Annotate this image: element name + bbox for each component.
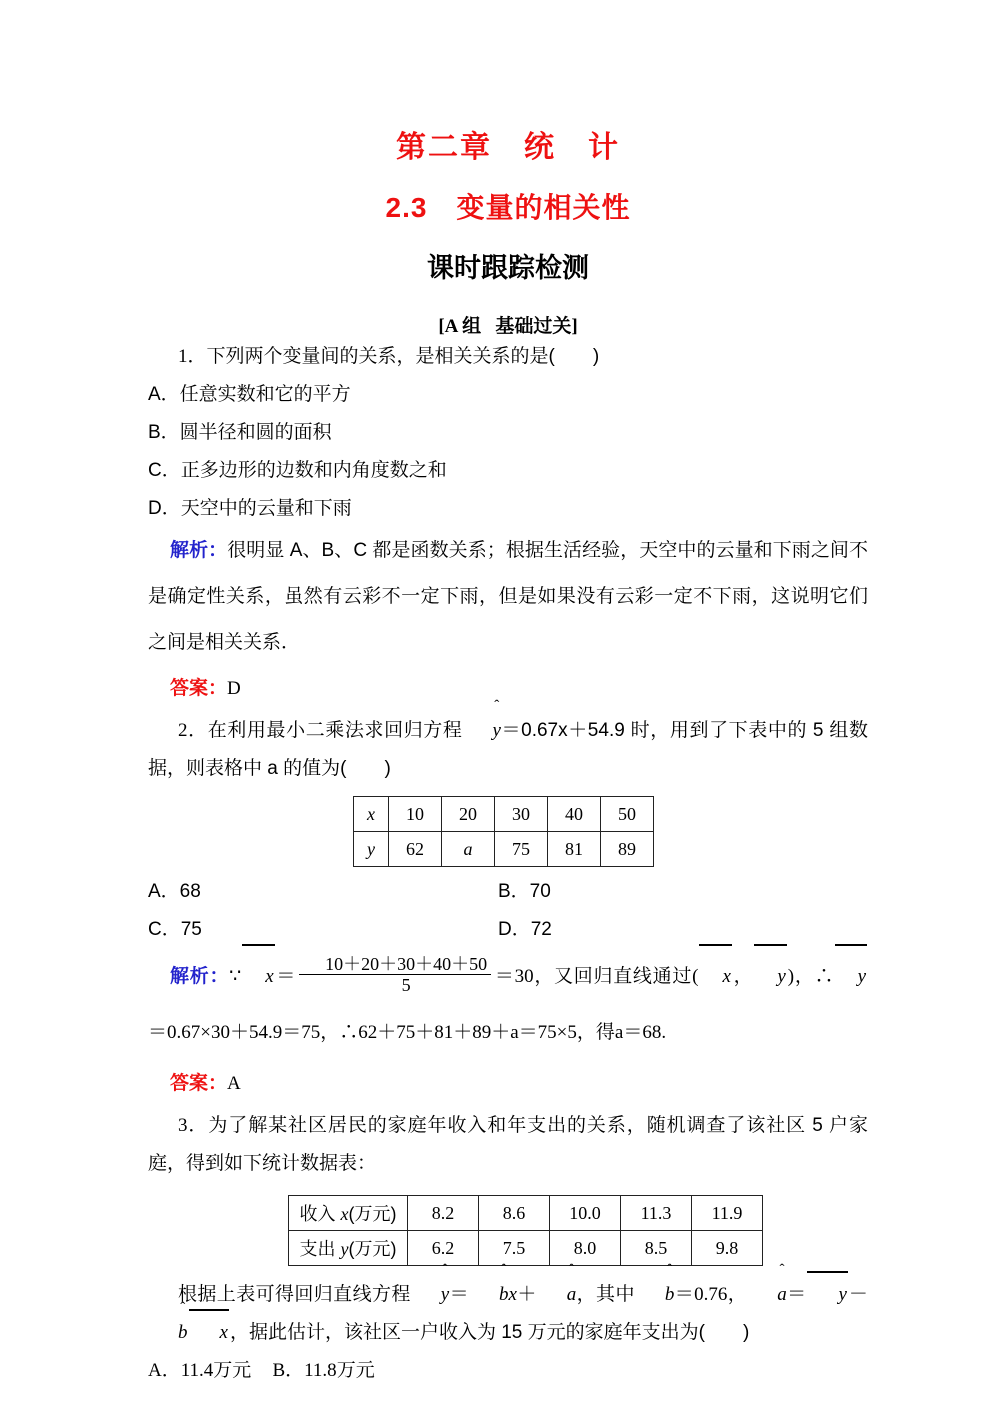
regression-tail: ，据此估计，该社区一户收入为 15 万元的家庭年支出为( ) xyxy=(229,1322,750,1343)
equals-1: ＝ xyxy=(275,966,297,987)
question-2-text-part1: 在利用最小二乘法求回归方程 xyxy=(207,720,463,741)
question-2-table-wrap xyxy=(148,788,868,873)
table-cell: 89 xyxy=(601,832,654,867)
expense-var: y xyxy=(340,1239,349,1259)
table-cell: 8.6 xyxy=(479,1196,550,1231)
table-cell: 6.2 xyxy=(408,1231,479,1266)
question-3-option-b-letter: B xyxy=(272,1360,286,1381)
x-variable: x xyxy=(508,1284,517,1305)
expense-unit: (万元) xyxy=(348,1239,397,1259)
table-cell: 50 xyxy=(601,797,654,832)
x-bar-symbol: x xyxy=(241,949,275,1005)
y-hat-symbol: ˆ y xyxy=(463,712,501,750)
question-3-option-a-value: 11.4 xyxy=(180,1360,214,1381)
table-cell: 10 xyxy=(389,797,442,832)
equals-4: ＝0.67×30＋54.9＝75， xyxy=(148,1022,340,1043)
equals-2-text: ＝30，又回归直线通过( xyxy=(494,966,699,987)
close-paren: )， xyxy=(787,966,815,987)
b-value: ＝0.76， xyxy=(674,1284,748,1305)
therefore-symbol-2: ∴ xyxy=(339,1022,359,1043)
question-2-table xyxy=(353,796,654,867)
question-3-table xyxy=(288,1195,763,1266)
table-row-header-income xyxy=(289,1196,408,1231)
b-hat-symbol-3: ˆ b xyxy=(148,1314,188,1352)
table-cell: 7.5 xyxy=(479,1231,550,1266)
solution-label: 解析： xyxy=(170,540,228,561)
table-cell: 8.2 xyxy=(408,1196,479,1231)
table-cell: 40 xyxy=(548,797,601,832)
table-cell: 62 xyxy=(389,832,442,867)
table-cell: 8.0 xyxy=(550,1231,621,1266)
question-3-options xyxy=(148,1352,868,1390)
table-cell: 10.0 xyxy=(550,1196,621,1231)
b-hat-symbol-2: ˆ b xyxy=(635,1276,675,1314)
a-hat-symbol: ˆ a xyxy=(537,1276,577,1314)
equals-5: 62＋75＋81＋89＋a＝75×5， xyxy=(358,1022,596,1043)
a-equals: ＝ xyxy=(786,1284,807,1305)
question-2-text-part2: ＝0.67x＋54.9 时，用到了下表中的 5 组数据，则表格中 a 的值为( ) xyxy=(148,720,868,779)
group-bracket-close: ] xyxy=(571,316,578,337)
chapter-title: 第二章 统 计 xyxy=(396,131,620,164)
table-cell: 20 xyxy=(442,797,495,832)
because-symbol: ∵ xyxy=(229,966,242,987)
question-1-option-a: A．任意实数和它的平方 xyxy=(148,384,351,405)
group-bracket-open: [ xyxy=(438,316,445,337)
equals-sign: ＝ xyxy=(449,1284,470,1305)
y-hat-symbol: ˆ y xyxy=(411,1276,449,1314)
table-row xyxy=(289,1196,763,1231)
equals-6: a＝68. xyxy=(614,1022,667,1043)
table-cell: 8.5 xyxy=(621,1231,692,1266)
x-bar-symbol-2: x xyxy=(698,949,732,1005)
y-bar-symbol: y xyxy=(806,1276,848,1314)
question-3-option-b-sep: ． xyxy=(285,1360,305,1381)
answer-label: 答案： xyxy=(170,1073,228,1094)
a-hat-symbol-2: ˆ a xyxy=(747,1276,787,1314)
question-3-regression-text xyxy=(148,1276,868,1352)
question-3-number: 3． xyxy=(178,1115,209,1136)
question-2-option-d: D．72 xyxy=(498,919,552,940)
section-title: 2.3 变量的相关性 xyxy=(385,192,631,223)
regression-mid: ，其中 xyxy=(576,1284,635,1305)
question-2-solution xyxy=(148,949,868,1061)
b-hat-symbol: ˆ b xyxy=(469,1276,509,1314)
question-1-text: 下列两个变量间的关系，是相关关系的是( ) xyxy=(206,346,600,367)
table-cell: 11.3 xyxy=(621,1196,692,1231)
income-unit: (万元) xyxy=(348,1204,397,1224)
income-var: x xyxy=(340,1204,349,1224)
question-1-option-b: B．圆半径和圆的面积 xyxy=(148,422,332,443)
question-1-option-d: D．天空中的云量和下雨 xyxy=(148,498,352,519)
table-row xyxy=(289,1231,763,1266)
question-1-number: 1． xyxy=(178,346,207,367)
question-3-stem xyxy=(148,1107,868,1183)
question-1-option-c: C．正多边形的边数和内角度数之和 xyxy=(148,460,447,481)
question-1-solution xyxy=(148,528,868,666)
group-label-b: 基础过关 xyxy=(495,316,572,337)
table-row xyxy=(354,797,654,832)
y-bar-symbol-2: y xyxy=(834,949,868,1005)
page-content xyxy=(148,0,868,1390)
group-header xyxy=(148,285,868,338)
minus-sign: － xyxy=(848,1284,868,1305)
plus-sign: ＋ xyxy=(516,1284,537,1305)
question-1-solution-text: 很明显 A、B、C 都是函数关系；根据生活经验，天空中的云量和下雨之间不是确定性关系，虽然有云彩不一定下雨，但是如果没有云彩一定不下雨，这说明它们之间是相关关系． xyxy=(148,540,868,653)
exercise-title: 课时跟踪检测 xyxy=(427,253,589,283)
x-bar-symbol: x xyxy=(188,1314,230,1352)
question-3-option-a-unit: 万元 xyxy=(213,1360,252,1381)
question-2-option-c: C．75 xyxy=(148,919,202,940)
table-cell: 81 xyxy=(548,832,601,867)
mean-fraction xyxy=(299,954,491,996)
table-cell-unknown: a xyxy=(442,832,495,867)
question-2-answer-value: A xyxy=(227,1073,241,1094)
question-2-option-b: B．70 xyxy=(498,881,551,902)
question-3-option-a-letter: A xyxy=(148,1360,162,1381)
pair-comma: ， xyxy=(732,966,754,987)
answer-label: 答案： xyxy=(170,678,228,699)
expense-label: 支出 xyxy=(299,1239,341,1259)
de-text: 得 xyxy=(595,1022,615,1043)
table-cell: 75 xyxy=(495,832,548,867)
question-2-answer xyxy=(148,1061,868,1107)
question-2-options-row-1 xyxy=(148,873,868,911)
table-cell: 9.8 xyxy=(692,1231,763,1266)
question-3-option-b-unit: 万元 xyxy=(336,1360,375,1381)
table-row-header-expense xyxy=(289,1231,408,1266)
table-row-header: x xyxy=(354,797,389,832)
question-1-answer-value: D xyxy=(227,678,241,699)
y-bar-symbol: y xyxy=(753,949,787,1005)
question-2-option-a: A．68 xyxy=(148,881,201,902)
table-cell: 11.9 xyxy=(692,1196,763,1231)
question-3-option-a-sep: ． xyxy=(161,1360,181,1381)
question-2-stem xyxy=(148,712,868,788)
question-2-number: 2． xyxy=(178,720,208,741)
table-row xyxy=(354,832,654,867)
regression-intro: 根据上表可得回归直线方程 xyxy=(178,1284,411,1305)
solution-label: 解析： xyxy=(170,966,230,987)
question-1-stem xyxy=(148,338,868,376)
question-1-answer xyxy=(148,666,868,712)
table-cell: 30 xyxy=(495,797,548,832)
fraction-numerator: 10＋20＋30＋40＋50 xyxy=(325,953,488,974)
fraction-denominator: 5 xyxy=(299,974,491,996)
question-3-option-b-value: 11.8 xyxy=(304,1360,337,1381)
group-label-a: A 组 xyxy=(444,316,482,337)
table-row-header: y xyxy=(354,832,389,867)
therefore-symbol: ∴ xyxy=(814,966,834,987)
income-label: 收入 xyxy=(299,1204,341,1224)
question-3-text: 为了解某社区居民的家庭年收入和年支出的关系，随机调查了该社区 5 户家庭，得到如下统计数据表： xyxy=(148,1115,868,1174)
